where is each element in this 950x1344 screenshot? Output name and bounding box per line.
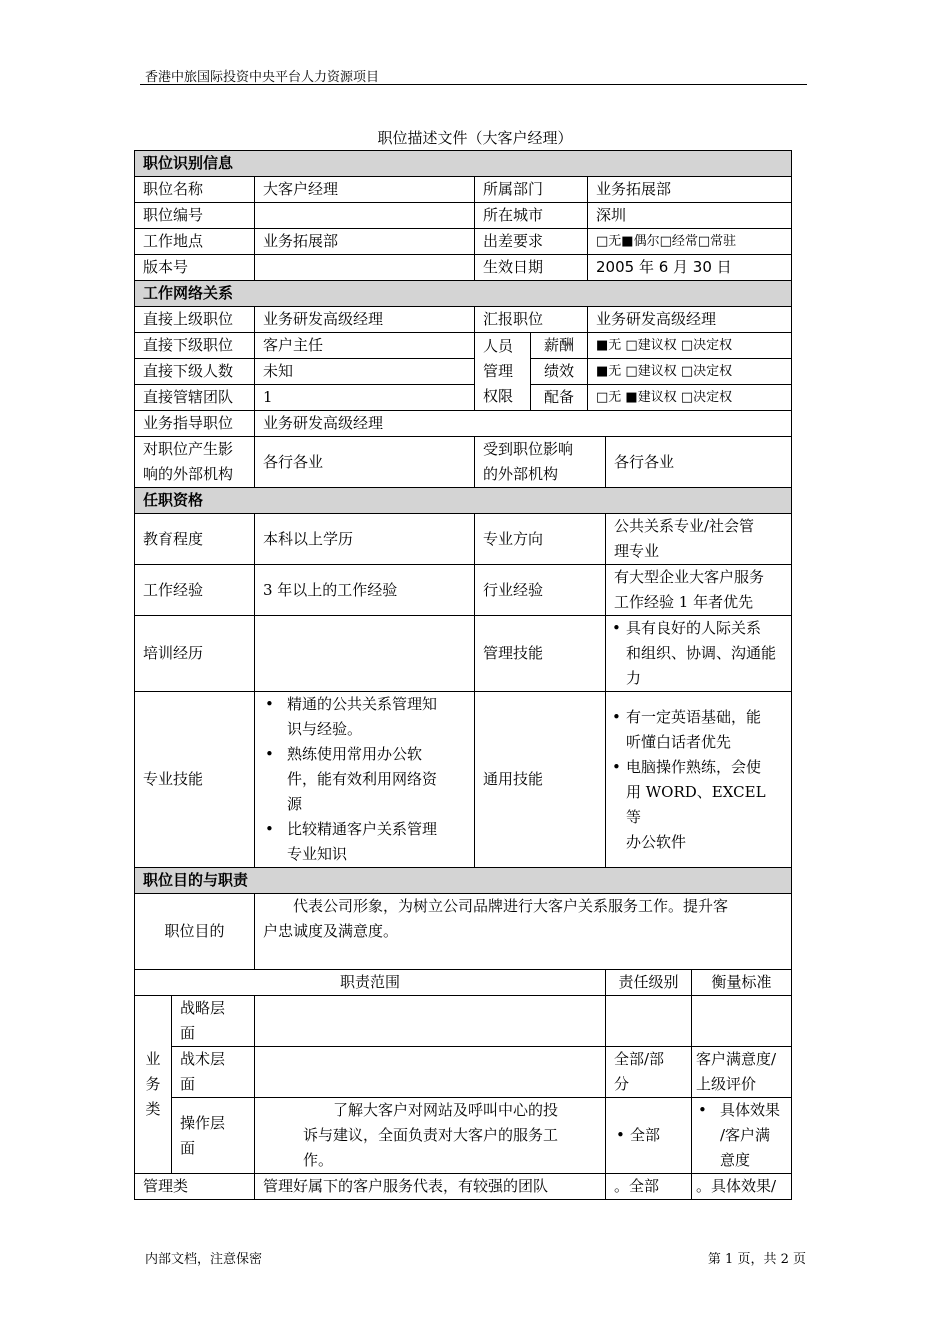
list-item <box>696 1098 787 1173</box>
label-major: 专业方向 <box>475 514 606 565</box>
section-qualification: 任职资格 <box>135 488 792 514</box>
operation-line-2: 面 <box>180 1138 196 1157</box>
value-strategy-scope <box>255 996 606 1047</box>
business-char-2: 务 <box>145 1075 161 1093</box>
label-external-affect <box>135 437 255 488</box>
authority-line-2: 管理 <box>483 362 514 380</box>
document-title: 职位描述文件（大客户经理） <box>377 129 573 147</box>
label-position-code: 职位编号 <box>135 203 255 229</box>
professional-skills-list <box>263 692 466 867</box>
label-pay: 薪酬 <box>531 333 588 359</box>
header-rule <box>140 84 807 85</box>
strategy-line-1: 战略层 <box>180 999 226 1017</box>
value-external-affect: 各行各业 <box>255 437 475 488</box>
tactic-level-line-2: 分 <box>614 1075 630 1093</box>
label-authority <box>475 333 531 411</box>
value-guide: 业务研发高级经理 <box>255 411 792 437</box>
label-position-purpose: 职位目的 <box>135 894 255 970</box>
section-identity: 职位识别信息 <box>135 151 792 177</box>
label-training: 培训经历 <box>135 616 255 692</box>
industry-line-2: 工作经验 1 年者优先 <box>614 593 754 611</box>
mgmt-item-line-2: 和组织、协调、沟通能 <box>626 644 777 662</box>
label-staffing: 配备 <box>531 385 588 411</box>
value-management-level: 。全部 <box>606 1174 692 1200</box>
gen-item-2-line-2: 用 WORD、EXCEL 等 <box>626 782 766 826</box>
pro-item-1-line-1: • 精通的公共关系管理知 <box>287 695 438 713</box>
list-item <box>263 692 466 742</box>
business-char-1: 业 <box>145 1050 161 1068</box>
op-measure-line-1: • 具体效果 <box>720 1101 781 1119</box>
label-version: 版本号 <box>135 255 255 281</box>
tactic-line-1: 战术层 <box>180 1050 226 1068</box>
industry-line-1: 有大型企业大客户服务 <box>614 568 765 586</box>
value-work-location: 业务拓展部 <box>255 229 475 255</box>
label-sub-count: 直接下级人数 <box>135 359 255 385</box>
value-strategy-measure <box>692 996 792 1047</box>
label-report-to: 汇报职位 <box>475 307 588 333</box>
footer-page-number: 第 1 页，共 2 页 <box>707 1252 806 1267</box>
operation-level-list <box>614 1123 683 1148</box>
value-effective-date: 2005 年 6 月 30 日 <box>588 255 792 281</box>
label-operation-level <box>172 1098 255 1174</box>
purpose-line-2: 户忠诚度及满意度。 <box>263 922 399 940</box>
job-description-table <box>134 150 792 1200</box>
value-position-name: 大客户经理 <box>255 177 475 203</box>
authority-line-1: 人员 <box>483 337 514 355</box>
page-header: 香港中旅国际投资中央平台人力资源项目 <box>145 70 380 85</box>
value-external-affected: 各行各业 <box>606 437 792 488</box>
external-affected-line-2: 的外部机构 <box>483 465 559 483</box>
external-affected-line-1: 受到职位影响 <box>483 440 574 458</box>
value-management-skills <box>606 616 792 692</box>
business-char-3: 类 <box>145 1100 161 1118</box>
value-general-skills <box>606 692 792 868</box>
major-line-1: 公共关系专业/社会管 <box>614 517 755 535</box>
label-team: 直接管辖团队 <box>135 385 255 411</box>
purpose-line-1: 代表公司形象，为树立公司品牌进行大客户关系服务工作。提升客 <box>293 897 729 915</box>
value-report-to: 业务研发高级经理 <box>588 307 792 333</box>
pro-item-3-line-2: 专业知识 <box>287 845 348 863</box>
label-general-skills: 通用技能 <box>475 692 606 868</box>
value-team: 1 <box>255 385 475 411</box>
operation-text-line-3: 作。 <box>303 1151 334 1169</box>
label-city: 所在城市 <box>475 203 588 229</box>
list-item <box>263 742 466 817</box>
value-tactic-measure <box>692 1047 792 1098</box>
general-skills-list <box>610 705 783 855</box>
label-work-location: 工作地点 <box>135 229 255 255</box>
list-item <box>263 817 466 867</box>
header-responsibility-scope: 职责范围 <box>135 970 606 996</box>
label-professional-skills: 专业技能 <box>135 692 255 868</box>
label-external-affected <box>475 437 606 488</box>
gen-item-1-line-1: • 有一定英语基础，能 <box>626 707 762 726</box>
strategy-line-2: 面 <box>180 1024 196 1042</box>
label-effective-date: 生效日期 <box>475 255 588 281</box>
authority-line-3: 权限 <box>483 387 514 405</box>
value-travel: □无■偶尔□经常□常驻 <box>588 229 792 255</box>
label-position-name: 职位名称 <box>135 177 255 203</box>
value-superior: 业务研发高级经理 <box>255 307 475 333</box>
value-version <box>255 255 475 281</box>
label-industry-experience: 行业经验 <box>475 565 606 616</box>
value-training <box>255 616 475 692</box>
list-item: • 全部 <box>614 1123 683 1148</box>
label-tactic-level <box>172 1047 255 1098</box>
value-department: 业务拓展部 <box>588 177 792 203</box>
external-affect-line-2: 响的外部机构 <box>143 465 234 483</box>
value-major <box>606 514 792 565</box>
operation-text-line-2: 诉与建议，全面负责对大客户的服务工 <box>303 1126 559 1144</box>
label-department: 所属部门 <box>475 177 588 203</box>
operation-line-1: 操作层 <box>180 1113 226 1132</box>
value-operation-scope <box>255 1098 606 1174</box>
label-superior: 直接上级职位 <box>135 307 255 333</box>
value-position-code <box>255 203 475 229</box>
label-management-category: 管理类 <box>135 1174 255 1200</box>
label-education: 教育程度 <box>135 514 255 565</box>
value-operation-measure <box>692 1098 792 1174</box>
tactic-line-2: 面 <box>180 1075 196 1093</box>
value-professional-skills <box>255 692 475 868</box>
gen-item-1-line-2: 听懂白话者优先 <box>626 732 732 751</box>
value-city: 深圳 <box>588 203 792 229</box>
value-strategy-level <box>606 996 692 1047</box>
management-skills-list <box>610 616 783 691</box>
value-pay: ■无 □建议权 □决定权 <box>588 333 792 359</box>
header-measurement: 衡量标准 <box>692 970 792 996</box>
operation-text-line-1: 了解大客户对网站及呼叫中心的投 <box>333 1101 559 1119</box>
list-item <box>610 755 783 855</box>
value-staffing: □无 ■建议权 □决定权 <box>588 385 792 411</box>
label-strategy-level <box>172 996 255 1047</box>
mgmt-item-line-3: 力 <box>626 669 642 687</box>
operation-measure-list <box>696 1098 787 1173</box>
pro-item-3-line-1: • 比较精通客户关系管理 <box>287 820 438 838</box>
major-line-2: 理专业 <box>614 542 660 560</box>
value-work-experience: 3 年以上的工作经验 <box>255 565 475 616</box>
section-network: 工作网络关系 <box>135 281 792 307</box>
label-guide: 业务指导职位 <box>135 411 255 437</box>
tactic-level-line-1: 全部/部 <box>614 1050 665 1068</box>
op-measure-line-3: 意度 <box>720 1151 751 1169</box>
tactic-measure-line-1: 客户满意度/ <box>696 1050 777 1068</box>
value-management-measure: 。具体效果/ <box>692 1174 792 1200</box>
label-performance: 绩效 <box>531 359 588 385</box>
value-operation-level <box>606 1098 692 1174</box>
value-tactic-scope <box>255 1047 606 1098</box>
label-management-skills: 管理技能 <box>475 616 606 692</box>
mgmt-item-line-1: • 具有良好的人际关系 <box>626 619 762 637</box>
header-responsibility-level: 责任级别 <box>606 970 692 996</box>
value-tactic-level <box>606 1047 692 1098</box>
external-affect-line-1: 对职位产生影 <box>143 440 234 458</box>
value-sub-count: 未知 <box>255 359 475 385</box>
pro-item-1-line-2: 识与经验。 <box>287 720 363 738</box>
footer-confidential: 内部文档，注意保密 <box>145 1252 263 1267</box>
section-purpose: 职位目的与职责 <box>135 868 792 894</box>
label-travel: 出差要求 <box>475 229 588 255</box>
value-industry-experience <box>606 565 792 616</box>
value-management-scope: 管理好属下的客户服务代表，有较强的团队 <box>255 1174 606 1200</box>
label-work-experience: 工作经验 <box>135 565 255 616</box>
tactic-measure-line-2: 上级评价 <box>696 1075 757 1093</box>
op-measure-line-2: /客户满 <box>720 1126 771 1144</box>
value-subordinate: 客户主任 <box>255 333 475 359</box>
pro-item-2-line-1: • 熟练使用常用办公软 <box>287 745 423 763</box>
label-business-category <box>135 996 172 1174</box>
list-item <box>610 705 783 755</box>
gen-item-2-line-1: • 电脑操作熟练，会使 <box>626 757 762 776</box>
pro-item-2-line-3: 源 <box>287 795 303 813</box>
gen-item-2-line-3: 办公软件 <box>626 832 687 851</box>
value-performance: ■无 □建议权 □决定权 <box>588 359 792 385</box>
value-education: 本科以上学历 <box>255 514 475 565</box>
label-subordinate: 直接下级职位 <box>135 333 255 359</box>
list-item <box>610 616 783 691</box>
value-position-purpose <box>255 894 792 970</box>
pro-item-2-line-2: 件，能有效利用网络资 <box>287 770 438 788</box>
